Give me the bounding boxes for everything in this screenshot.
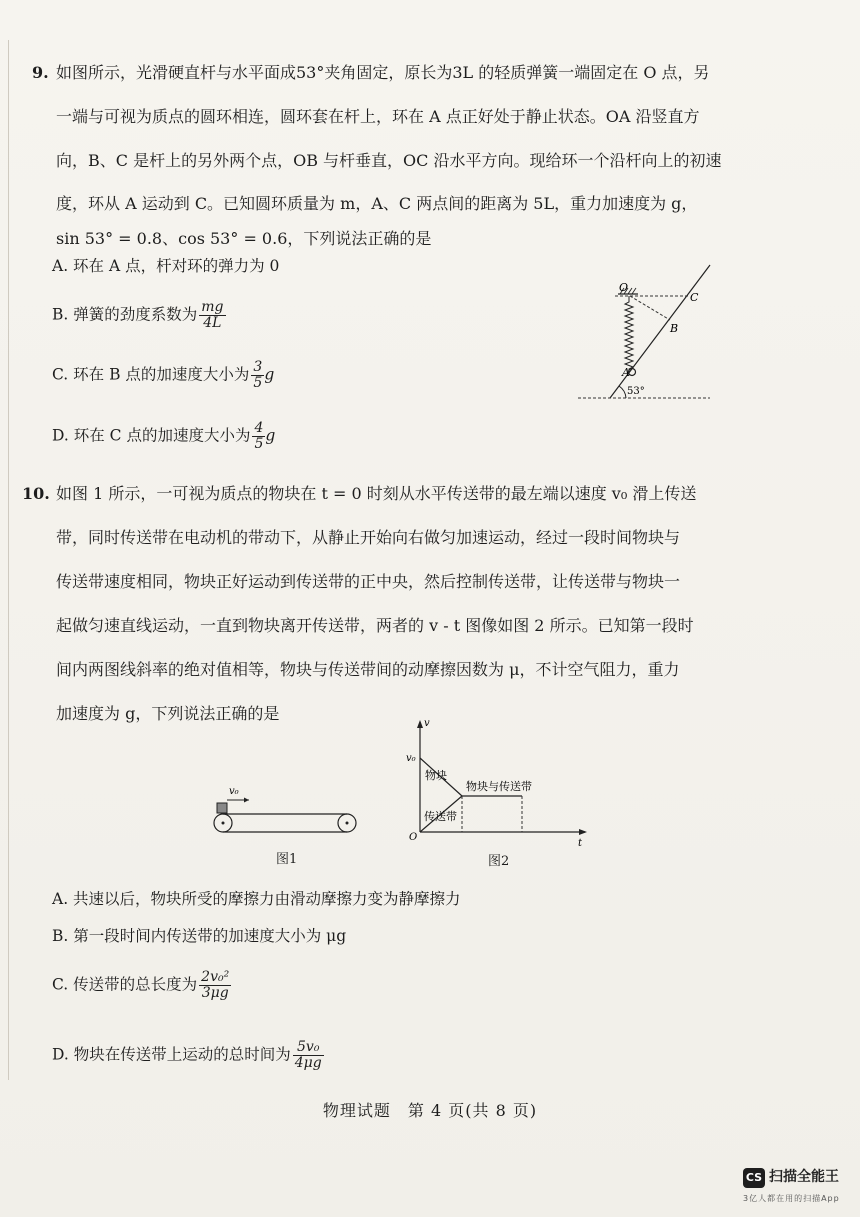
option-b-text: B. 弹簧的劲度系数为	[52, 305, 198, 324]
question-9-option-d	[52, 421, 275, 452]
question-10-line-6: 加速度为 g，下列说法正确的是	[56, 704, 280, 723]
question-9-option-a: A. 环在 A 点，杆对环的弹力为 0	[52, 257, 280, 275]
label-b: B	[670, 322, 679, 335]
left-roller-axle	[222, 822, 225, 825]
question-10-line-5: 间内两图线斜率的绝对值相等，物块与传送带间的动摩擦因数为 μ，不计空气阻力，重力	[56, 660, 680, 679]
frac-denominator: 4μg	[294, 1055, 322, 1071]
question-9-number: 9.	[32, 63, 49, 82]
question-10-option-a: A. 共速以后，物块所受的摩擦力由滑动摩擦力变为静摩擦力	[52, 890, 461, 908]
label-belt: 传送带	[424, 810, 457, 823]
option-c-suffix: g	[264, 365, 275, 384]
label-c: C	[690, 291, 699, 304]
fig1-v0-label: v₀	[229, 786, 239, 797]
option-d-text: D. 环在 C 点的加速度大小为	[52, 426, 251, 445]
option-d-text: D. 物块在传送带上运动的总时间为	[52, 1045, 291, 1064]
figure-1-caption: 图1	[276, 852, 298, 867]
question-10-option-d	[52, 1040, 324, 1071]
label-angle: 53°	[627, 386, 645, 397]
label-a: A	[622, 366, 630, 379]
ob-dashed-line	[630, 296, 670, 320]
question-10-option-c	[52, 970, 231, 1001]
frac-numerator: 2v₀²	[201, 969, 230, 985]
block	[217, 803, 227, 813]
frac-denominator: 5	[253, 375, 263, 391]
spring-coil	[625, 296, 633, 372]
frac-denominator: 5	[254, 436, 264, 452]
option-c-text: C. 传送带的总长度为	[52, 975, 198, 994]
fig2-v0-label: v₀	[406, 753, 416, 764]
option-d-fraction	[252, 421, 265, 452]
question-9-line-5: sin 53° = 0.8、cos 53° = 0.6，下列说法正确的是	[56, 229, 432, 248]
option-d-fraction	[293, 1040, 324, 1071]
question-9-line-2: 一端与可视为质点的圆环相连，圆环套在杆上，环在 A 点正好处于静止状态。OA 沿竖直方	[56, 107, 700, 126]
frac-numerator: 5v₀	[293, 1040, 324, 1056]
option-c-fraction	[199, 970, 231, 1001]
option-c-text: C. 环在 B 点的加速度大小为	[52, 365, 250, 384]
label-together: 物块与传送带	[466, 780, 532, 793]
t-axis-arrow	[579, 829, 587, 835]
frac-numerator: 3	[253, 359, 263, 375]
question-10-line-2: 带，同时传送带在电动机的带动下，从静止开始向右做匀加速运动，经过一段时间物块与	[56, 528, 681, 547]
question-9-option-c	[52, 360, 274, 391]
frac-denominator: 4L	[203, 315, 222, 331]
scanner-slogan: 3亿人都在用的扫描App	[743, 1194, 840, 1203]
page-footer: 物理试题 第 4 页(共 8 页)	[322, 1101, 538, 1120]
frac-denominator: 3μg	[201, 985, 229, 1001]
option-c-fraction	[251, 360, 264, 391]
axis-v-label: v	[424, 718, 430, 729]
scanner-app-name: 扫描全能王	[769, 1169, 839, 1185]
scanner-logo-icon: CS	[743, 1168, 765, 1188]
figure-2-caption: 图2	[488, 854, 510, 869]
option-b-fraction	[199, 300, 225, 331]
question-10-number: 10.	[22, 484, 50, 503]
question-9-line-4: 度，环从 A 运动到 C。已知圆环质量为 m，A、C 两点间的距离为 5L，重力加速度为 g，	[56, 194, 698, 213]
question-9-line-1: 如图所示，光滑硬直杆与水平面成53°夹角固定，原长为3L 的轻质弹簧一端固定在 O 点，另	[56, 63, 710, 82]
label-block: 物块	[425, 769, 447, 782]
question-10-line-1: 如图 1 所示，一可视为质点的物块在 t = 0 时刻从水平传送带的最左端以速度 v₀ 滑上传送	[56, 484, 697, 503]
question-10-line-3: 传送带速度相同，物块正好运动到传送带的正中央，然后控制传送带，让传送带与物块一	[56, 572, 681, 591]
option-d-suffix: g	[265, 426, 276, 445]
scan-edge-line	[8, 40, 9, 1080]
question-10-option-b: B. 第一段时间内传送带的加速度大小为 μg	[52, 927, 347, 945]
figure-1-conveyor	[205, 780, 375, 840]
figure-2-vt-graph	[400, 716, 595, 850]
angle-arc	[619, 386, 626, 398]
right-roller-axle	[346, 822, 349, 825]
v-axis-arrow	[417, 720, 423, 728]
label-o: O	[619, 281, 629, 294]
axis-t-label: t	[578, 838, 583, 849]
question-9-option-b	[52, 300, 226, 331]
frac-numerator: 4	[254, 420, 264, 436]
frac-numerator: mg	[201, 299, 224, 315]
question-10-line-4: 起做匀速直线运动，一直到物块离开传送带，两者的 v - t 图像如图 2 所示。已知第一段时	[56, 616, 694, 635]
velocity-arrowhead	[244, 798, 249, 803]
origin-label: O	[409, 832, 418, 843]
question-9-figure	[570, 258, 720, 414]
question-9-line-3: 向，B、C 是杆上的另外两个点，OB 与杆垂直，OC 沿水平方向。现给环一个沿杆向上的初速	[56, 151, 722, 170]
